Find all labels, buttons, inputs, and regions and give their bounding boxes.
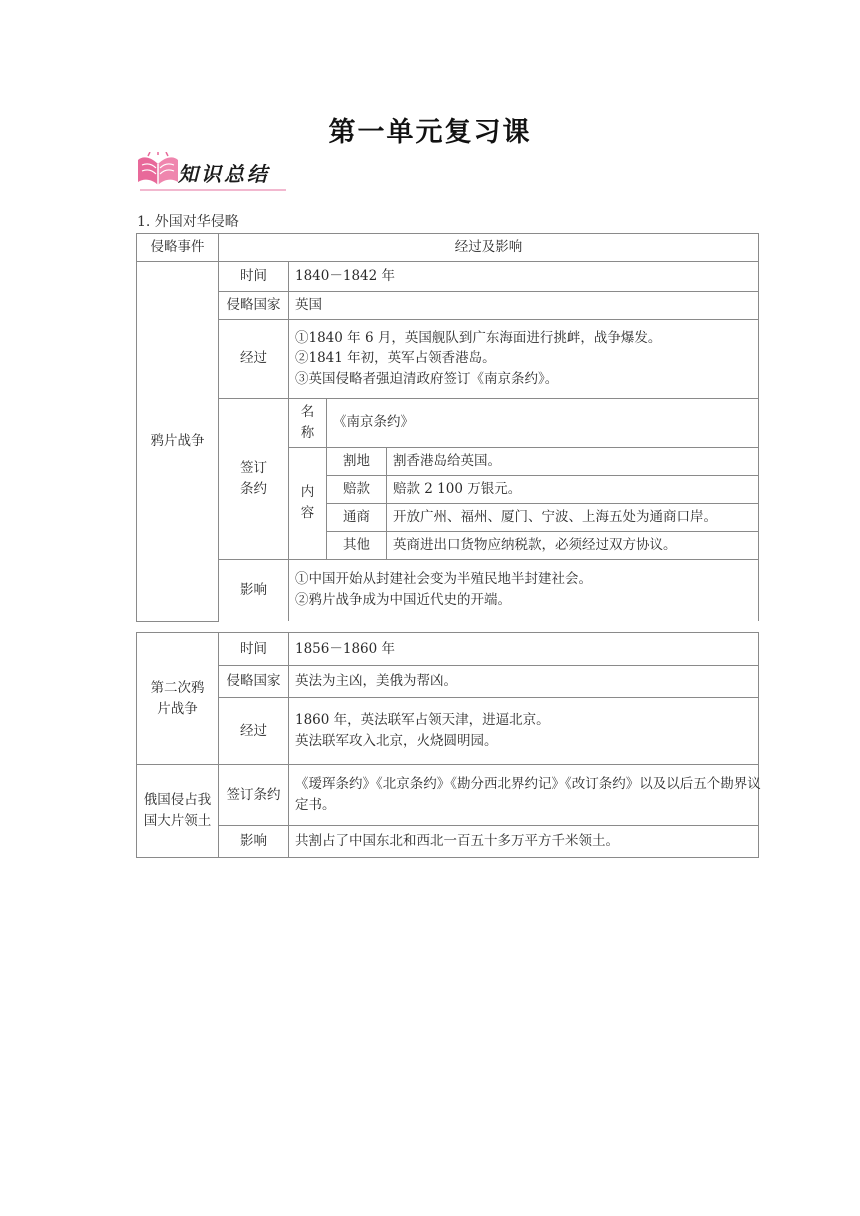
war2-process-lines — [289, 698, 759, 765]
treaty-item-label: 赔款 — [327, 475, 387, 503]
treaty-item-value: 割香港岛给英国。 — [387, 447, 759, 475]
war2-time-label: 时间 — [219, 633, 289, 666]
treaty-content-label: 内容 — [289, 447, 327, 559]
russia-treaty-line: 定书。 — [295, 797, 336, 813]
open-book-icon — [136, 152, 180, 190]
impact-label: 影响 — [219, 559, 289, 621]
process-label: 经过 — [219, 319, 289, 398]
war2-country-label: 侵略国家 — [219, 666, 289, 698]
treaty-item-value: 赔款 2 100 万银元。 — [387, 475, 759, 503]
second-war-table — [136, 632, 759, 858]
process-lines — [289, 319, 759, 398]
russia-treaty-label: 签订条约 — [219, 765, 289, 826]
section-heading: 1. 外国对华侵略 — [137, 214, 239, 230]
country-value: 英国 — [289, 291, 759, 319]
russia-event-name: 俄国侵占我 国大片领土 — [137, 765, 219, 858]
russia-impact-label: 影响 — [219, 826, 289, 858]
war2-time-value: 1856－1860 年 — [289, 633, 759, 666]
knowledge-summary-banner — [136, 150, 286, 194]
impact-line: ②鸦片战争成为中国近代史的开端。 — [295, 592, 511, 609]
banner-label: 知识总结 — [178, 162, 270, 186]
russia-impact-value: 共割占了中国东北和西北一百五十多万平方千米领土。 — [289, 826, 759, 858]
impact-line: ①中国开始从封建社会变为半殖民地半封建社会。 — [295, 571, 592, 588]
treaty-item-label: 其他 — [327, 531, 387, 559]
banner-underline — [140, 189, 286, 191]
war2-process-line: 英法联军攻入北京，火烧圆明园。 — [295, 733, 498, 749]
russia-treaty-lines — [289, 765, 759, 826]
page-title: 第一单元复习课 — [328, 117, 532, 148]
time-label: 时间 — [219, 261, 289, 291]
war2-country-value: 英法为主凶，美俄为帮凶。 — [289, 666, 759, 698]
treaty-item-label: 通商 — [327, 503, 387, 531]
opium-war-table — [136, 233, 759, 622]
country-label: 侵略国家 — [219, 291, 289, 319]
treaty-item-value: 英商进出口货物应纳税款，必须经过双方协议。 — [387, 531, 759, 559]
treaty-label: 签订 条约 — [219, 398, 289, 559]
event-name: 鸦片战争 — [137, 261, 219, 621]
war2-process-label: 经过 — [219, 698, 289, 765]
treaty-name-label: 名称 — [289, 398, 327, 447]
russia-treaty-line: 《瑷珲条约》《北京条约》《勘分西北界约记》《改订条约》以及以后五个勘界议 — [295, 776, 761, 793]
process-line: ①1840 年 6 月，英国舰队到广东海面进行挑衅，战争爆发。 — [295, 329, 662, 346]
process-line: ②1841 年初，英军占领香港岛。 — [295, 350, 496, 367]
treaty-item-label: 割地 — [327, 447, 387, 475]
process-line: ③英国侵略者强迫清政府签订《南京条约》。 — [295, 371, 559, 388]
treaty-name-value: 《南京条约》 — [327, 398, 759, 447]
war2-event-name: 第二次鸦 片战争 — [137, 633, 219, 765]
time-value: 1840－1842 年 — [289, 261, 759, 291]
impact-lines — [289, 559, 759, 621]
treaty-item-value: 开放广州、福州、厦门、宁波、上海五处为通商口岸。 — [387, 503, 759, 531]
header-process: 经过及影响 — [219, 234, 759, 262]
war2-process-line: 1860 年，英法联军占领天津，进逼北京。 — [295, 712, 550, 729]
header-event: 侵略事件 — [137, 234, 219, 262]
